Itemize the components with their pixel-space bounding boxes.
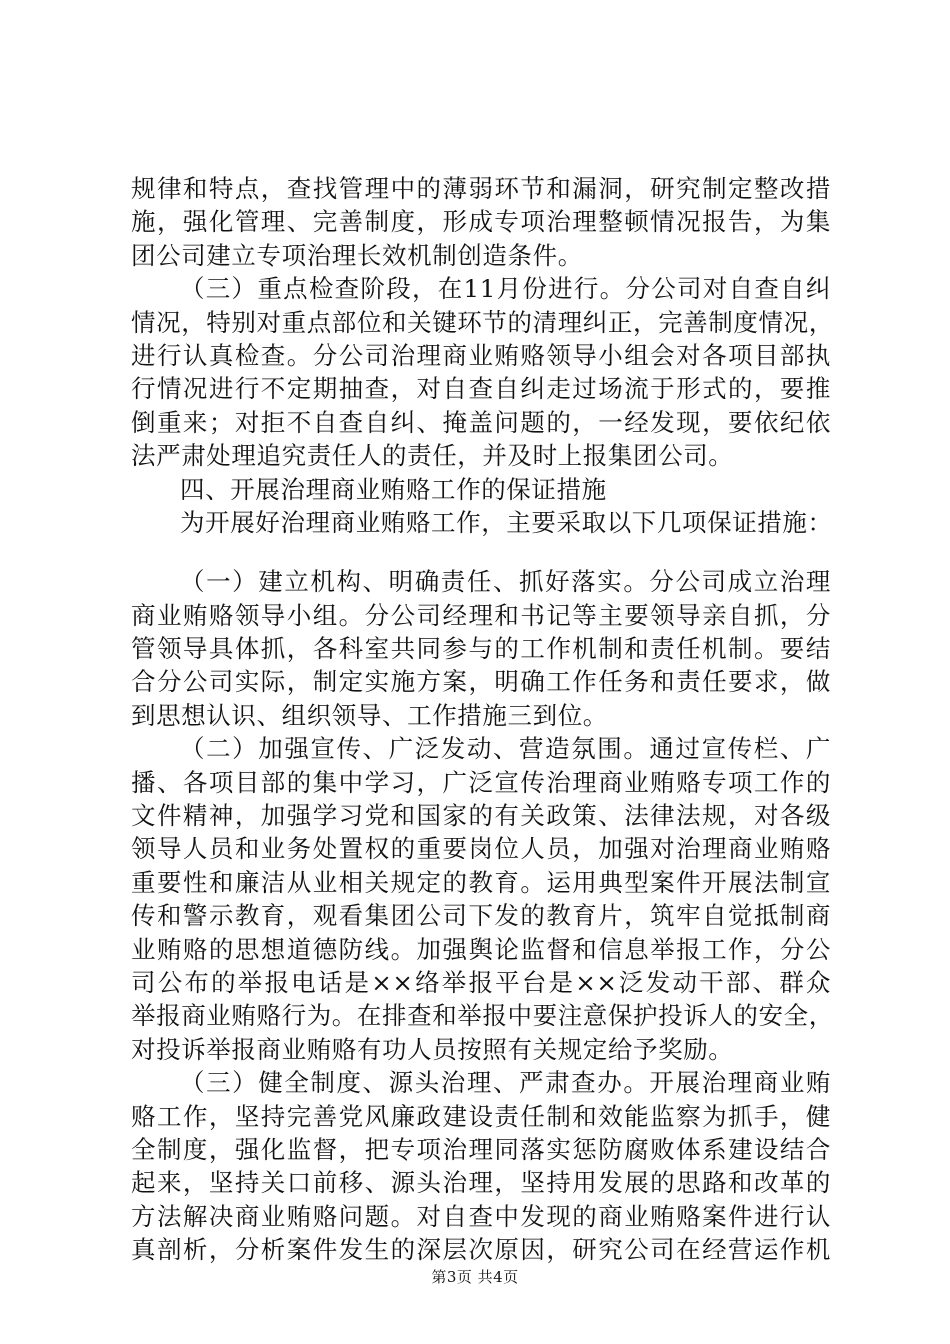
text-line: 情况，特别对重点部位和关键环节的清理纠正，完善制度情况，: [131, 307, 834, 337]
text-line: 施，强化管理、完善制度，形成专项治理整顿情况报告，为集: [131, 207, 831, 237]
text-line: 举报商业贿赂行为。在排查和举报中要注意保护投诉人的安全，: [131, 1001, 834, 1031]
text-line: 合分公司实际，制定实施方案，明确工作任务和责任要求，做: [131, 667, 831, 697]
paragraph-gap: [131, 539, 831, 565]
text-line: 进行认真检查。分公司治理商业贿赂领导小组会对各项目部执: [131, 340, 831, 370]
text-line: 规律和特点，查找管理中的薄弱环节和漏洞，研究制定整改措: [131, 174, 831, 203]
text-line: （三）重点检查阶段，在11月份进行。分公司对自查自纠: [180, 274, 831, 304]
text-line: 行情况进行不定期抽查，对自查自纠走过场流于形式的，要推: [131, 374, 831, 404]
text-line: 对投诉举报商业贿赂有功人员按照有关规定给予奖励。: [131, 1034, 734, 1064]
text-line: 起来，坚持关口前移、源头治理，坚持用发展的思路和改革的: [131, 1168, 831, 1198]
text-line: 到思想认识、组织领导、工作措施三到位。: [131, 700, 608, 730]
text-line: 商业贿赂领导小组。分公司经理和书记等主要领导亲自抓，分: [131, 600, 831, 630]
text-line: 文件精神，加强学习党和国家的有关政策、法律法规，对各级: [131, 801, 831, 831]
text-line: 真剖析，分析案件发生的深层次原因，研究公司在经营运作机: [131, 1235, 831, 1265]
text-line: 管领导具体抓，各科室共同参与的工作机制和责任机制。要结: [131, 634, 831, 664]
text-line: 赂工作，坚持完善党风廉政建设责任制和效能监察为抓手，健: [131, 1101, 831, 1131]
text-line: 重要性和廉洁从业相关规定的教育。运用典型案件开展法制宣: [131, 867, 831, 897]
text-line: （三）健全制度、源头治理、严肃查办。开展治理商业贿: [180, 1068, 831, 1098]
text-line: 播、各项目部的集中学习，广泛宣传治理商业贿赂专项工作的: [131, 767, 831, 797]
text-line: 领导人员和业务处置权的重要岗位人员，加强对治理商业贿赂: [131, 834, 831, 864]
page-number-footer: 第3页 共4页: [431, 1268, 519, 1286]
text-line: 团公司建立专项治理长效机制创造条件。: [131, 240, 583, 270]
text-line: 业贿赂的思想道德防线。加强舆论监督和信息举报工作，分公: [131, 934, 831, 964]
text-line: 传和警示教育，观看集团公司下发的教育片，筑牢自觉抵制商: [131, 901, 831, 931]
text-line: 为开展好治理商业贿赂工作，主要采取以下几项保证措施：: [180, 507, 833, 537]
section-heading: 四、开展治理商业贿赂工作的保证措施: [180, 474, 607, 504]
text-line: 全制度，强化监督，把专项治理同落实惩防腐败体系建设结合: [131, 1134, 831, 1164]
text-line: （二）加强宣传、广泛发动、营造氛围。通过宣传栏、广: [180, 734, 831, 764]
text-line: 方法解决商业贿赂问题。对自查中发现的商业贿赂案件进行认: [131, 1201, 831, 1231]
text-line: （一）建立机构、明确责任、抓好落实。分公司成立治理: [180, 567, 831, 597]
text-line: 法严肃处理追究责任人的责任，并及时上报集团公司。: [131, 441, 734, 471]
text-line: 倒重来；对拒不自查自纠、掩盖问题的，一经发现，要依纪依: [131, 407, 831, 437]
text-line: 司公布的举报电话是××络举报平台是××泛发动干部、群众: [131, 967, 831, 997]
document-body: [131, 172, 834, 1267]
